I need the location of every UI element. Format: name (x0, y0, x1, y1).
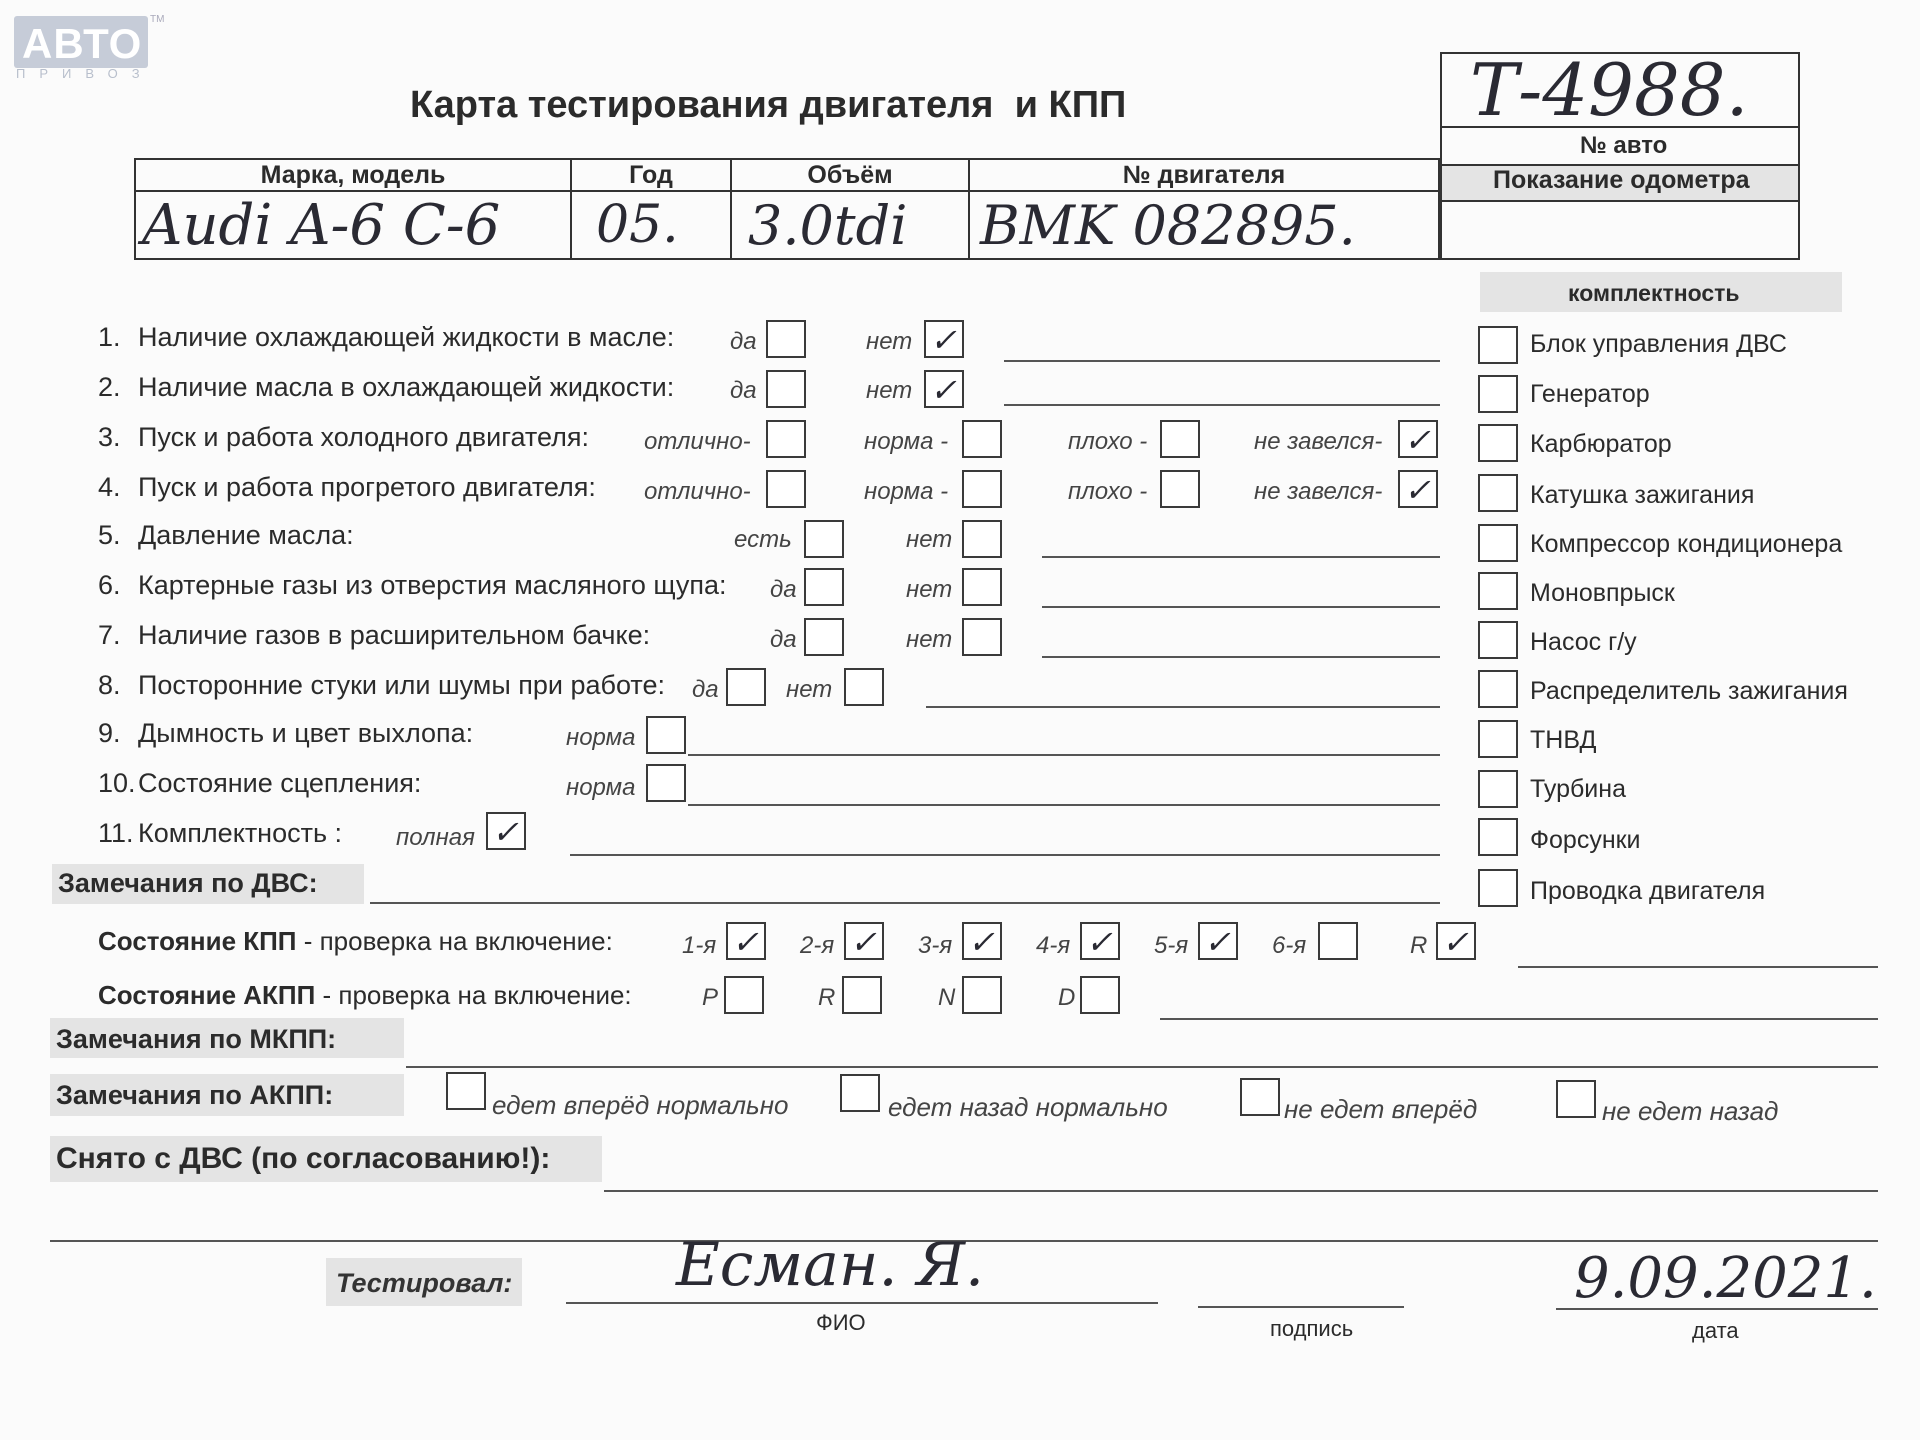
completeness-checkbox[interactable] (1478, 869, 1518, 907)
checkbox-checked[interactable] (924, 370, 964, 408)
checkbox[interactable] (766, 420, 806, 458)
completeness-item: Катушка зажигания (1530, 481, 1755, 509)
completeness-checkbox[interactable] (1478, 770, 1518, 808)
test-label: Посторонние стуки или шумы при работе: (138, 670, 665, 700)
test-num: 9. (98, 718, 121, 748)
test-label: Пуск и работа прогретого двигателя: (138, 472, 596, 502)
checkbox[interactable] (766, 370, 806, 408)
akpp-remark-option: не едет назад (1602, 1096, 1779, 1126)
akpp-remark-option: едет назад нормально (888, 1092, 1168, 1122)
logo-text: АВТО (22, 20, 143, 67)
check-mark: ✓ (930, 371, 957, 409)
date-line (1556, 1308, 1878, 1310)
note-line (570, 854, 1440, 856)
note-line (926, 706, 1440, 708)
checkbox-checked[interactable] (1398, 470, 1438, 508)
option-label: норма - (864, 478, 949, 505)
fio-line (566, 1302, 1158, 1304)
note-line (688, 804, 1440, 806)
completeness-item: Проводка двигателя (1530, 877, 1766, 905)
completeness-item: Генератор (1530, 380, 1650, 408)
odometer-top-line (1442, 164, 1798, 166)
option-label: да (730, 328, 757, 355)
kpp-note-line (1518, 966, 1878, 968)
completeness-item: Компрессор кондиционера (1530, 530, 1843, 558)
checkbox[interactable] (726, 668, 766, 706)
option-label: плохо - (1068, 478, 1148, 505)
gear-label: 4-я (1036, 932, 1071, 959)
note-line (688, 754, 1440, 756)
checkbox[interactable] (1160, 470, 1200, 508)
gear-checkbox[interactable] (844, 922, 884, 960)
checkbox-checked[interactable] (486, 812, 526, 850)
option-label: есть (734, 526, 792, 553)
completeness-checkbox[interactable] (1478, 818, 1518, 856)
completeness-item: Форсунки (1530, 826, 1641, 854)
checkbox[interactable] (962, 470, 1002, 508)
test-label: Комплектность : (138, 818, 343, 848)
note-line (1042, 556, 1440, 558)
mode-checkbox[interactable] (962, 976, 1002, 1014)
option-label: плохо - (1068, 428, 1148, 455)
completeness-item: Блок управления ДВС (1530, 330, 1787, 358)
gear-checkbox[interactable] (1080, 922, 1120, 960)
option-label: нет (906, 526, 953, 553)
option-label: не завелся- (1254, 478, 1383, 505)
test-num: 1. (98, 322, 121, 352)
option-label: отлично- (644, 478, 751, 505)
val-engine-text: BMK 082895. (980, 193, 1356, 257)
option-label: нет (906, 626, 953, 653)
checkbox-checked[interactable] (924, 320, 964, 358)
completeness-item: Насос г/у (1530, 628, 1637, 656)
kpp-row-label (98, 926, 613, 957)
completeness-checkbox[interactable] (1478, 424, 1518, 462)
mode-label: R (818, 984, 836, 1011)
check-mark: ✓ (1086, 923, 1113, 961)
test-label: Наличие масла в охлаждающей жидкости: (138, 372, 675, 402)
note-line (1004, 404, 1440, 406)
col-engine: № двигателя (969, 159, 1439, 191)
akpp-remark-checkbox[interactable] (1556, 1080, 1596, 1118)
akpp-note-line (1160, 1018, 1878, 1020)
checkbox[interactable] (962, 520, 1002, 558)
col-volume: Объём (731, 159, 969, 191)
kpp-suffix: - проверка на включение: (296, 926, 613, 956)
gear-label: 3-я (918, 932, 953, 959)
signature-caption: подпись (1270, 1316, 1354, 1341)
mode-checkbox[interactable] (1080, 976, 1120, 1014)
kpp-title: Состояние КПП (98, 926, 297, 956)
remarks-dvs-line (370, 902, 1440, 904)
checkbox[interactable] (804, 568, 844, 606)
val-engine (969, 191, 1439, 259)
completeness-item: Распределитель зажигания (1530, 677, 1848, 705)
completeness-checkbox[interactable] (1478, 572, 1518, 610)
test-num: 4. (98, 472, 121, 502)
col-year: Год (571, 159, 731, 191)
check-mark: ✓ (1404, 471, 1431, 509)
mode-checkbox[interactable] (724, 976, 764, 1014)
option-label: отлично- (644, 428, 751, 455)
checkbox[interactable] (844, 668, 884, 706)
odometer-bottom-line (1442, 200, 1798, 202)
mode-checkbox[interactable] (842, 976, 882, 1014)
check-mark: ✓ (1204, 923, 1231, 961)
date-caption: дата (1692, 1318, 1739, 1343)
mode-label: N (938, 984, 956, 1011)
checkbox[interactable] (646, 716, 686, 754)
gear-checkbox[interactable] (726, 922, 766, 960)
checkbox[interactable] (766, 470, 806, 508)
option-label: норма (566, 724, 636, 751)
avto-number-value: Т-4988. (1470, 48, 1749, 132)
gear-checkbox[interactable] (1318, 922, 1358, 960)
page-title: Карта тестирования двигателя и КПП (410, 84, 1127, 126)
signature-line (1198, 1306, 1404, 1308)
mode-label: P (702, 984, 719, 1011)
test-num: 2. (98, 372, 121, 402)
test-label: Давление масла: (138, 520, 354, 550)
remarks-dvs-label: Замечания по ДВС: (58, 868, 318, 898)
test-label: Наличие газов в расширительном бачке: (138, 620, 651, 650)
avto-number-label: № авто (1580, 132, 1668, 159)
akpp-remark-checkbox[interactable] (446, 1072, 486, 1110)
gear-checkbox[interactable] (1436, 922, 1476, 960)
checkbox[interactable] (646, 764, 686, 802)
option-label: норма - (864, 428, 949, 455)
completeness-item: Турбина (1530, 775, 1626, 803)
test-num: 11. (98, 818, 134, 848)
avto-number-line (1442, 126, 1798, 128)
gear-label: 6-я (1272, 932, 1307, 959)
akpp-row-label (98, 980, 632, 1011)
val-model-text: Audi A-6 C-6 (142, 192, 501, 258)
mode-label: D (1058, 984, 1076, 1011)
gear-label: 1-я (682, 932, 717, 959)
check-mark: ✓ (968, 923, 995, 961)
test-num: 3. (98, 422, 121, 452)
check-mark: ✓ (1404, 421, 1431, 459)
removed-label: Снято с ДВС (по согласованию!): (56, 1142, 551, 1175)
akpp-remark-option: не едет вперёд (1284, 1094, 1478, 1124)
test-num: 10. (98, 768, 136, 798)
completeness-title: комплектность (1568, 280, 1740, 306)
completeness-checkbox[interactable] (1478, 326, 1518, 364)
remarks-mkpp-label: Замечания по МКПП: (56, 1024, 337, 1054)
option-label: норма (566, 774, 636, 801)
completeness-item: ТНВД (1530, 726, 1597, 754)
removed-line (604, 1190, 1878, 1192)
val-model (135, 191, 571, 259)
test-label: Состояние сцепления: (138, 768, 422, 798)
check-mark: ✓ (850, 923, 877, 961)
checkbox[interactable] (1160, 420, 1200, 458)
akpp-remark-option: едет вперёд нормально (492, 1090, 789, 1120)
option-label: нет (786, 676, 833, 703)
note-line (1004, 360, 1440, 362)
checkbox[interactable] (962, 420, 1002, 458)
akpp-remark-checkbox[interactable] (1240, 1078, 1280, 1116)
odometer-label: Показание одометра (1493, 166, 1750, 194)
logo (14, 16, 148, 68)
test-label: Дымность и цвет выхлопа: (138, 718, 474, 748)
checkbox[interactable] (766, 320, 806, 358)
checkbox[interactable] (804, 618, 844, 656)
option-label: да (770, 626, 797, 653)
completeness-checkbox[interactable] (1478, 474, 1518, 512)
completeness-checkbox[interactable] (1478, 670, 1518, 708)
completeness-item: Карбюратор (1530, 430, 1672, 458)
option-label: не завелся- (1254, 428, 1383, 455)
test-num: 6. (98, 570, 121, 600)
val-volume-text: 3.0tdi (748, 193, 908, 257)
completeness-checkbox[interactable] (1478, 375, 1518, 413)
completeness-checkbox[interactable] (1478, 524, 1518, 562)
fio-value: Есман. Я. (676, 1230, 985, 1300)
check-mark: ✓ (930, 321, 957, 359)
note-line (1042, 656, 1440, 658)
remarks-mkpp-line (406, 1066, 1878, 1068)
logo-subtitle: ПРИВОЗ (16, 66, 154, 81)
test-num: 5. (98, 520, 121, 550)
option-label: полная (396, 824, 475, 851)
akpp-title: Состояние АКПП (98, 980, 316, 1010)
gear-label: 5-я (1154, 932, 1189, 959)
val-year-text: 05. (596, 195, 679, 255)
akpp-remark-checkbox[interactable] (840, 1074, 880, 1112)
val-year (571, 191, 731, 259)
vehicle-table (134, 158, 1440, 260)
completeness-checkbox[interactable] (1478, 720, 1518, 758)
gear-checkbox[interactable] (962, 922, 1002, 960)
option-label: нет (866, 328, 913, 355)
remarks-akpp-label: Замечания по АКПП: (56, 1080, 334, 1110)
col-model: Марка, модель (135, 159, 571, 191)
logo-tm: TM (150, 14, 165, 25)
gear-label: 2-я (800, 932, 835, 959)
checkbox[interactable] (962, 568, 1002, 606)
option-label: нет (906, 576, 953, 603)
date-value: 9.09.2021. (1574, 1246, 1877, 1311)
gear-checkbox[interactable] (1198, 922, 1238, 960)
checkbox[interactable] (962, 618, 1002, 656)
test-label: Картерные газы из отверстия масляного щупа: (138, 570, 727, 600)
check-mark: ✓ (732, 923, 759, 961)
completeness-item: Моновпрыск (1530, 579, 1675, 607)
note-line (1042, 606, 1440, 608)
checkbox[interactable] (804, 520, 844, 558)
check-mark: ✓ (1442, 923, 1469, 961)
tested-by-label: Тестировал: (336, 1268, 513, 1298)
check-mark: ✓ (492, 813, 519, 851)
test-label: Наличие охлаждающей жидкости в масле: (138, 322, 675, 352)
val-volume (731, 191, 969, 259)
option-label: да (692, 676, 719, 703)
checkbox-checked[interactable] (1398, 420, 1438, 458)
option-label: нет (866, 377, 913, 404)
option-label: да (730, 377, 757, 404)
completeness-checkbox[interactable] (1478, 621, 1518, 659)
fio-caption: ФИО (816, 1310, 866, 1335)
test-num: 7. (98, 620, 121, 650)
akpp-suffix: - проверка на включение: (315, 980, 632, 1010)
test-label: Пуск и работа холодного двигателя: (138, 422, 589, 452)
test-num: 8. (98, 670, 121, 700)
gear-label: R (1410, 932, 1428, 959)
option-label: да (770, 576, 797, 603)
